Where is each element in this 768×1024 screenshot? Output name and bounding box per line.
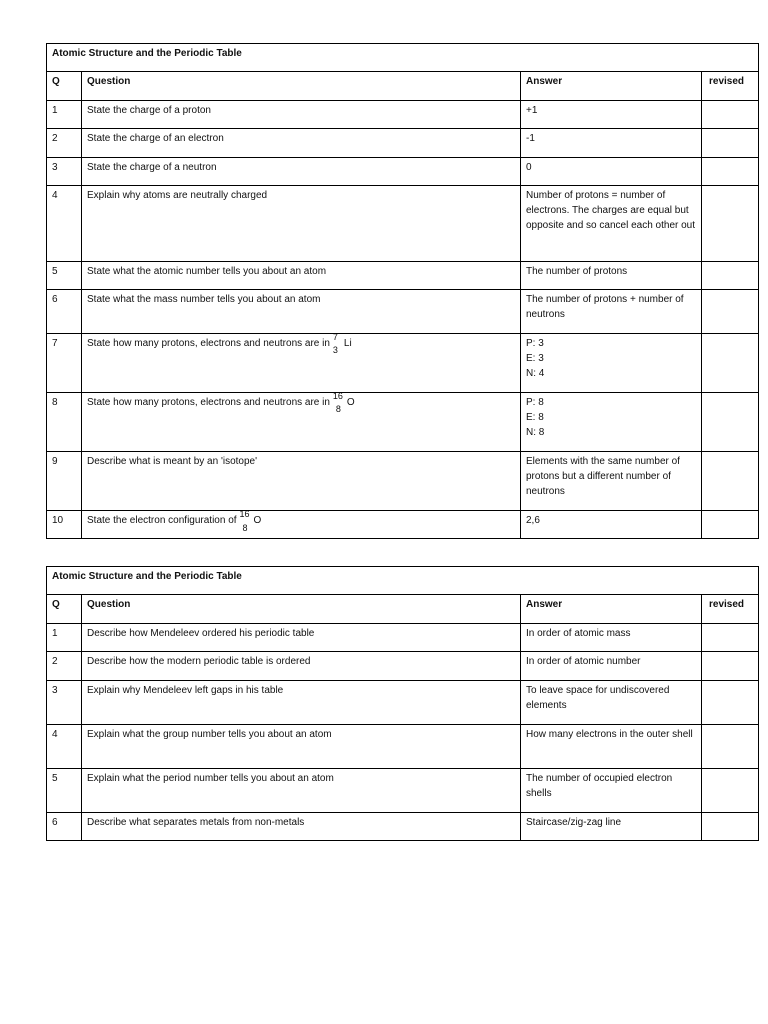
question-text: Describe what is meant by an 'isotope' xyxy=(82,452,521,511)
header-answer: Answer xyxy=(521,595,702,624)
question-number: 4 xyxy=(47,186,82,262)
revised-cell[interactable] xyxy=(702,652,759,681)
question-text: State the charge of a proton xyxy=(82,101,521,129)
revised-cell[interactable] xyxy=(702,186,759,262)
question-number: 7 xyxy=(47,334,82,393)
question-number: 10 xyxy=(47,511,82,539)
question-number: 1 xyxy=(47,624,82,652)
answer-text: Staircase/zig-zag line xyxy=(521,813,702,841)
header-q: Q xyxy=(47,595,82,624)
table-row xyxy=(47,769,759,813)
question-text xyxy=(82,393,521,452)
question-number: 6 xyxy=(47,290,82,334)
question-number: 5 xyxy=(47,769,82,813)
atomic-number: 8 xyxy=(242,523,248,533)
atomic-number: 8 xyxy=(335,404,341,414)
table-row xyxy=(47,334,759,393)
revised-cell[interactable] xyxy=(702,290,759,334)
question-text-label: State how many protons, electrons and neutrons are in xyxy=(87,397,330,408)
answer-text: The number of protons + number of neutrons xyxy=(521,290,702,334)
revised-cell[interactable] xyxy=(702,725,759,769)
question-number: 3 xyxy=(47,681,82,725)
revised-cell[interactable] xyxy=(702,769,759,813)
table-row xyxy=(47,624,759,652)
quiz-table-periodic xyxy=(46,566,759,841)
answer-text: How many electrons in the outer shell xyxy=(521,725,702,769)
answer-line: N: 4 xyxy=(526,368,545,379)
question-text: State what the mass number tells you about an atom xyxy=(82,290,521,334)
question-number: 9 xyxy=(47,452,82,511)
mass-number: 16 xyxy=(332,392,343,401)
table-title: Atomic Structure and the Periodic Table xyxy=(47,567,759,595)
question-number: 8 xyxy=(47,393,82,452)
table-row xyxy=(47,452,759,511)
question-text-label: State how many protons, electrons and neutrons are in xyxy=(87,338,330,349)
table-row xyxy=(47,813,759,841)
answer-line: E: 8 xyxy=(526,412,544,423)
question-text: Explain what the period number tells you about an atom xyxy=(82,769,521,813)
revised-cell[interactable] xyxy=(702,624,759,652)
revised-cell[interactable] xyxy=(702,393,759,452)
table-row xyxy=(47,393,759,452)
question-text xyxy=(82,511,521,539)
table-row xyxy=(47,681,759,725)
answer-text xyxy=(521,334,702,393)
question-text: Explain why atoms are neutrally charged xyxy=(82,186,521,262)
header-q: Q xyxy=(47,72,82,101)
header-revised: revised xyxy=(702,595,759,624)
table-row xyxy=(47,290,759,334)
question-number: 3 xyxy=(47,158,82,186)
answer-line: P: 8 xyxy=(526,397,544,408)
answer-line: E: 3 xyxy=(526,353,544,364)
answer-text: 0 xyxy=(521,158,702,186)
answer-text: To leave space for undiscovered elements xyxy=(521,681,702,725)
question-text: State the charge of a neutron xyxy=(82,158,521,186)
revised-cell[interactable] xyxy=(702,262,759,290)
question-text: State what the atomic number tells you about an atom xyxy=(82,262,521,290)
header-revised: revised xyxy=(702,72,759,101)
nuclide-notation xyxy=(332,392,359,414)
question-number: 6 xyxy=(47,813,82,841)
question-number: 2 xyxy=(47,652,82,681)
quiz-table-structure xyxy=(46,43,759,539)
answer-text: In order of atomic mass xyxy=(521,624,702,652)
element-symbol: O xyxy=(253,515,262,526)
table-title: Atomic Structure and the Periodic Table xyxy=(47,44,759,72)
table-row xyxy=(47,262,759,290)
question-number: 4 xyxy=(47,725,82,769)
table-row xyxy=(47,652,759,681)
nuclide-notation xyxy=(239,510,266,533)
revised-cell[interactable] xyxy=(702,334,759,393)
table-row xyxy=(47,129,759,158)
header-answer: Answer xyxy=(521,72,702,101)
question-text: Describe how the modern periodic table is ordered xyxy=(82,652,521,681)
answer-text: The number of protons xyxy=(521,262,702,290)
answer-text: In order of atomic number xyxy=(521,652,702,681)
answer-text xyxy=(521,393,702,452)
question-text: Explain what the group number tells you about an atom xyxy=(82,725,521,769)
answer-text: Number of protons = number of electrons. The charges are equal but opposite and so cancel each other out xyxy=(521,186,702,262)
table-row xyxy=(47,186,759,262)
answer-text: 2,6 xyxy=(521,511,702,539)
revised-cell[interactable] xyxy=(702,511,759,539)
question-number: 1 xyxy=(47,101,82,129)
revised-cell[interactable] xyxy=(702,813,759,841)
question-text xyxy=(82,334,521,393)
question-number: 2 xyxy=(47,129,82,158)
header-question: Question xyxy=(82,595,521,624)
table-row xyxy=(47,725,759,769)
question-text: Explain why Mendeleev left gaps in his table xyxy=(82,681,521,725)
revised-cell[interactable] xyxy=(702,129,759,158)
header-question: Question xyxy=(82,72,521,101)
table-row xyxy=(47,101,759,129)
answer-line: P: 3 xyxy=(526,338,544,349)
answer-text: Elements with the same number of protons but a different number of neutrons xyxy=(521,452,702,511)
mass-number: 7 xyxy=(332,333,338,342)
question-number: 5 xyxy=(47,262,82,290)
question-text: Describe what separates metals from non-metals xyxy=(82,813,521,841)
revised-cell[interactable] xyxy=(702,101,759,129)
answer-line: N: 8 xyxy=(526,427,545,438)
question-text: State the charge of an electron xyxy=(82,129,521,158)
mass-number: 16 xyxy=(239,510,250,519)
table-row xyxy=(47,511,759,539)
revised-cell[interactable] xyxy=(702,681,759,725)
element-symbol: Li xyxy=(343,338,352,349)
question-text: Describe how Mendeleev ordered his periodic table xyxy=(82,624,521,652)
table-row xyxy=(47,158,759,186)
revised-cell[interactable] xyxy=(702,158,759,186)
question-text-label: State the electron configuration of xyxy=(87,515,237,526)
atomic-number: 3 xyxy=(332,345,338,355)
answer-text: The number of occupied electron shells xyxy=(521,769,702,813)
element-symbol: O xyxy=(346,397,355,408)
answer-text: -1 xyxy=(521,129,702,158)
revised-cell[interactable] xyxy=(702,452,759,511)
answer-text: +1 xyxy=(521,101,702,129)
nuclide-notation xyxy=(332,333,355,355)
